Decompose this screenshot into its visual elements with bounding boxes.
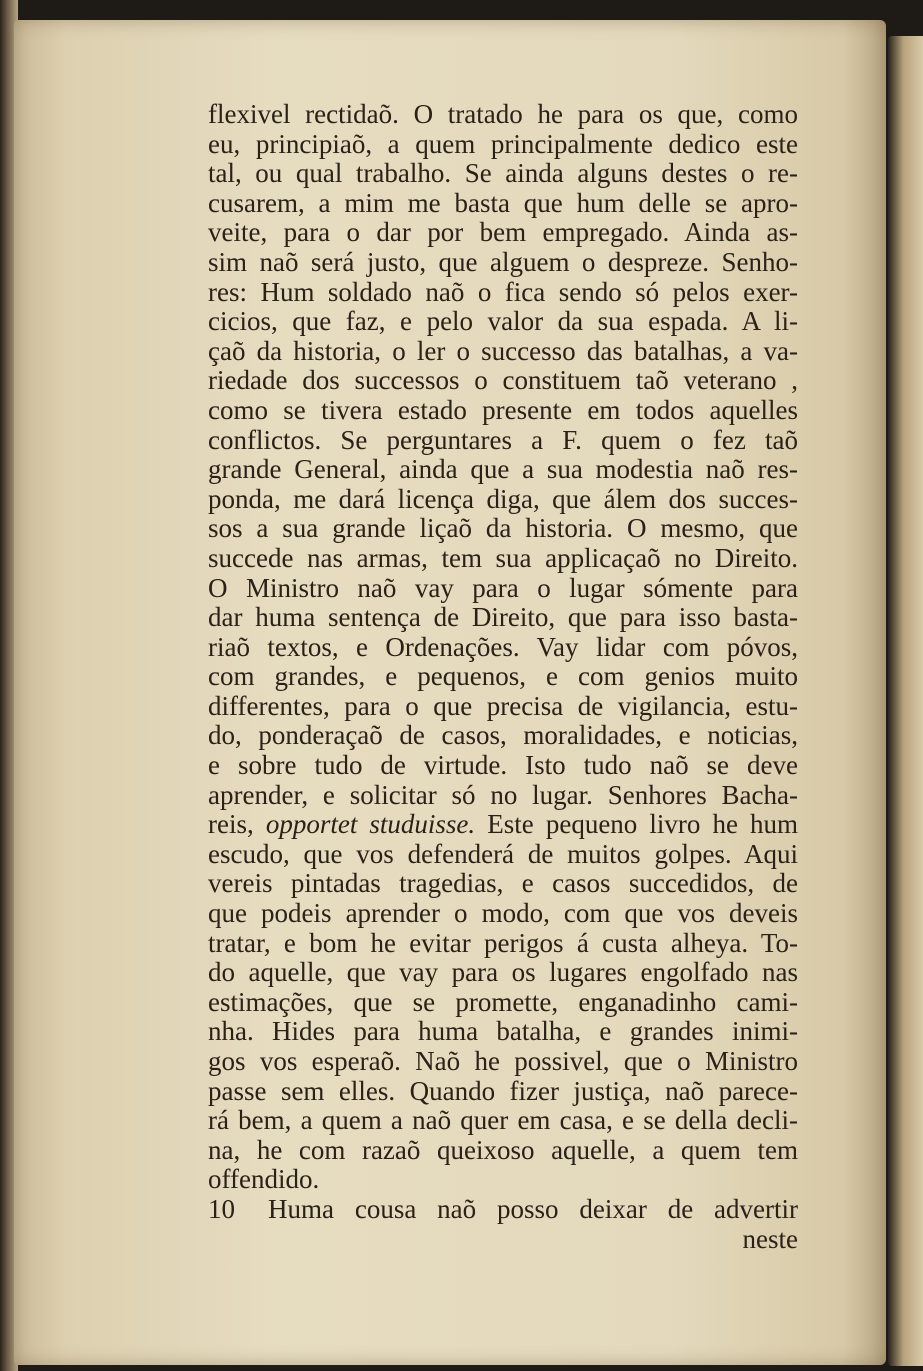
latin-quote: opportet studuisse. [265,809,476,840]
text-line: estimações, que se promette, enganadinho cami- [208,986,798,1017]
text-line: res: Hum soldado naõ o fica sendo só pelos exer- [208,276,798,307]
text-line: aprender, e solicitar só no lugar. Senhores Bacha- [208,779,798,810]
text-line: nha. Hides para huma batalha, e grandes inimi- [208,1016,798,1047]
text-line: tratar, e bom he evitar perigos á custa alheya. To- [208,927,798,958]
body-text [208,100,798,1254]
text-line: riedade dos successos o constituem taõ veterano , [208,365,798,396]
text-line: como se tivera estado presente em todos aquelles [208,394,798,425]
paragraph-end-line: offendido. [208,1164,320,1195]
text-line: riaõ textos, e Ordenações. Vay lidar com póvos, [208,631,798,662]
text-line: sim naõ será justo, que alguem o despreze. Senho- [208,246,798,277]
text-line: do aquelle, que vay para os lugares engolfado nas [208,957,798,988]
text-line: na, he com razaõ queixoso aquelle, a quem tem [208,1134,798,1165]
text-line: que podeis aprender o modo, com que vos deveis [208,898,798,929]
text-line: gos vos esperaõ. Naõ he possivel, que o Ministro [208,1046,798,1076]
text-line: differentes, para o que precisa de vigilancia, estu- [208,690,798,721]
text-line: dar huma sentença de Direito, que para isso basta- [208,602,798,633]
text-line: cicios, que faz, e pelo valor da sua espada. A li- [208,306,798,337]
right-page-edge [888,36,923,1366]
paragraph-number: 10 [208,1193,235,1224]
text-line: escudo, que vos defenderá de muitos golpes. Aqui [208,838,798,869]
text-line: rá bem, a quem a naõ quer em casa, e se della decli- [208,1105,798,1136]
text-line: flexivel rectidaõ. O tratado he para os que, como [208,99,798,129]
text-line: cusarem, a mim me basta que hum delle se apro- [208,187,798,218]
text-line: çaõ da historia, o ler o successo das batalhas, a va- [208,335,798,366]
catchword: neste [742,1223,798,1254]
text-line: passe sem elles. Quando fizer justiça, naõ parece- [208,1075,798,1106]
text-line: com grandes, e pequenos, e com genios muito [208,661,798,692]
latin-quote-line [208,810,798,840]
text-line: succede nas armas, tem sua applicaçaõ no Direito. [208,542,798,573]
text-line: ponda, me dará licença diga, que álem dos succes- [208,483,798,514]
latin-line-end: Este pequeno livro he hum [487,809,799,840]
latin-line-start: reis, [208,809,254,840]
text-line: do, ponderaçaõ de casos, moralidades, e noticias, [208,720,798,751]
text-line: eu, principiaõ, a quem principalmente dedico este [208,128,798,159]
text-line: sos a sua grande liçaõ da historia. O mesmo, que [208,513,798,544]
paragraph-start-text: Huma cousa naõ posso deixar de advertir [268,1193,798,1224]
text-line: conflictos. Se perguntares a F. quem o fez taõ [208,424,798,455]
text-line: veite, para o dar por bem empregado. Ainda as- [208,217,798,248]
text-line: grande General, ainda que a sua modestia naõ res- [208,454,798,485]
text-line: e sobre tudo de virtude. Isto tudo naõ se deve [208,750,798,781]
text-line: vereis pintadas tragedias, e casos succedidos, de [208,868,798,899]
text-line: O Ministro naõ vay para o lugar sómente para [208,572,798,603]
text-line: tal, ou qual trabalho. Se ainda alguns destes o re- [208,158,798,189]
paragraph-10 [208,1195,798,1225]
